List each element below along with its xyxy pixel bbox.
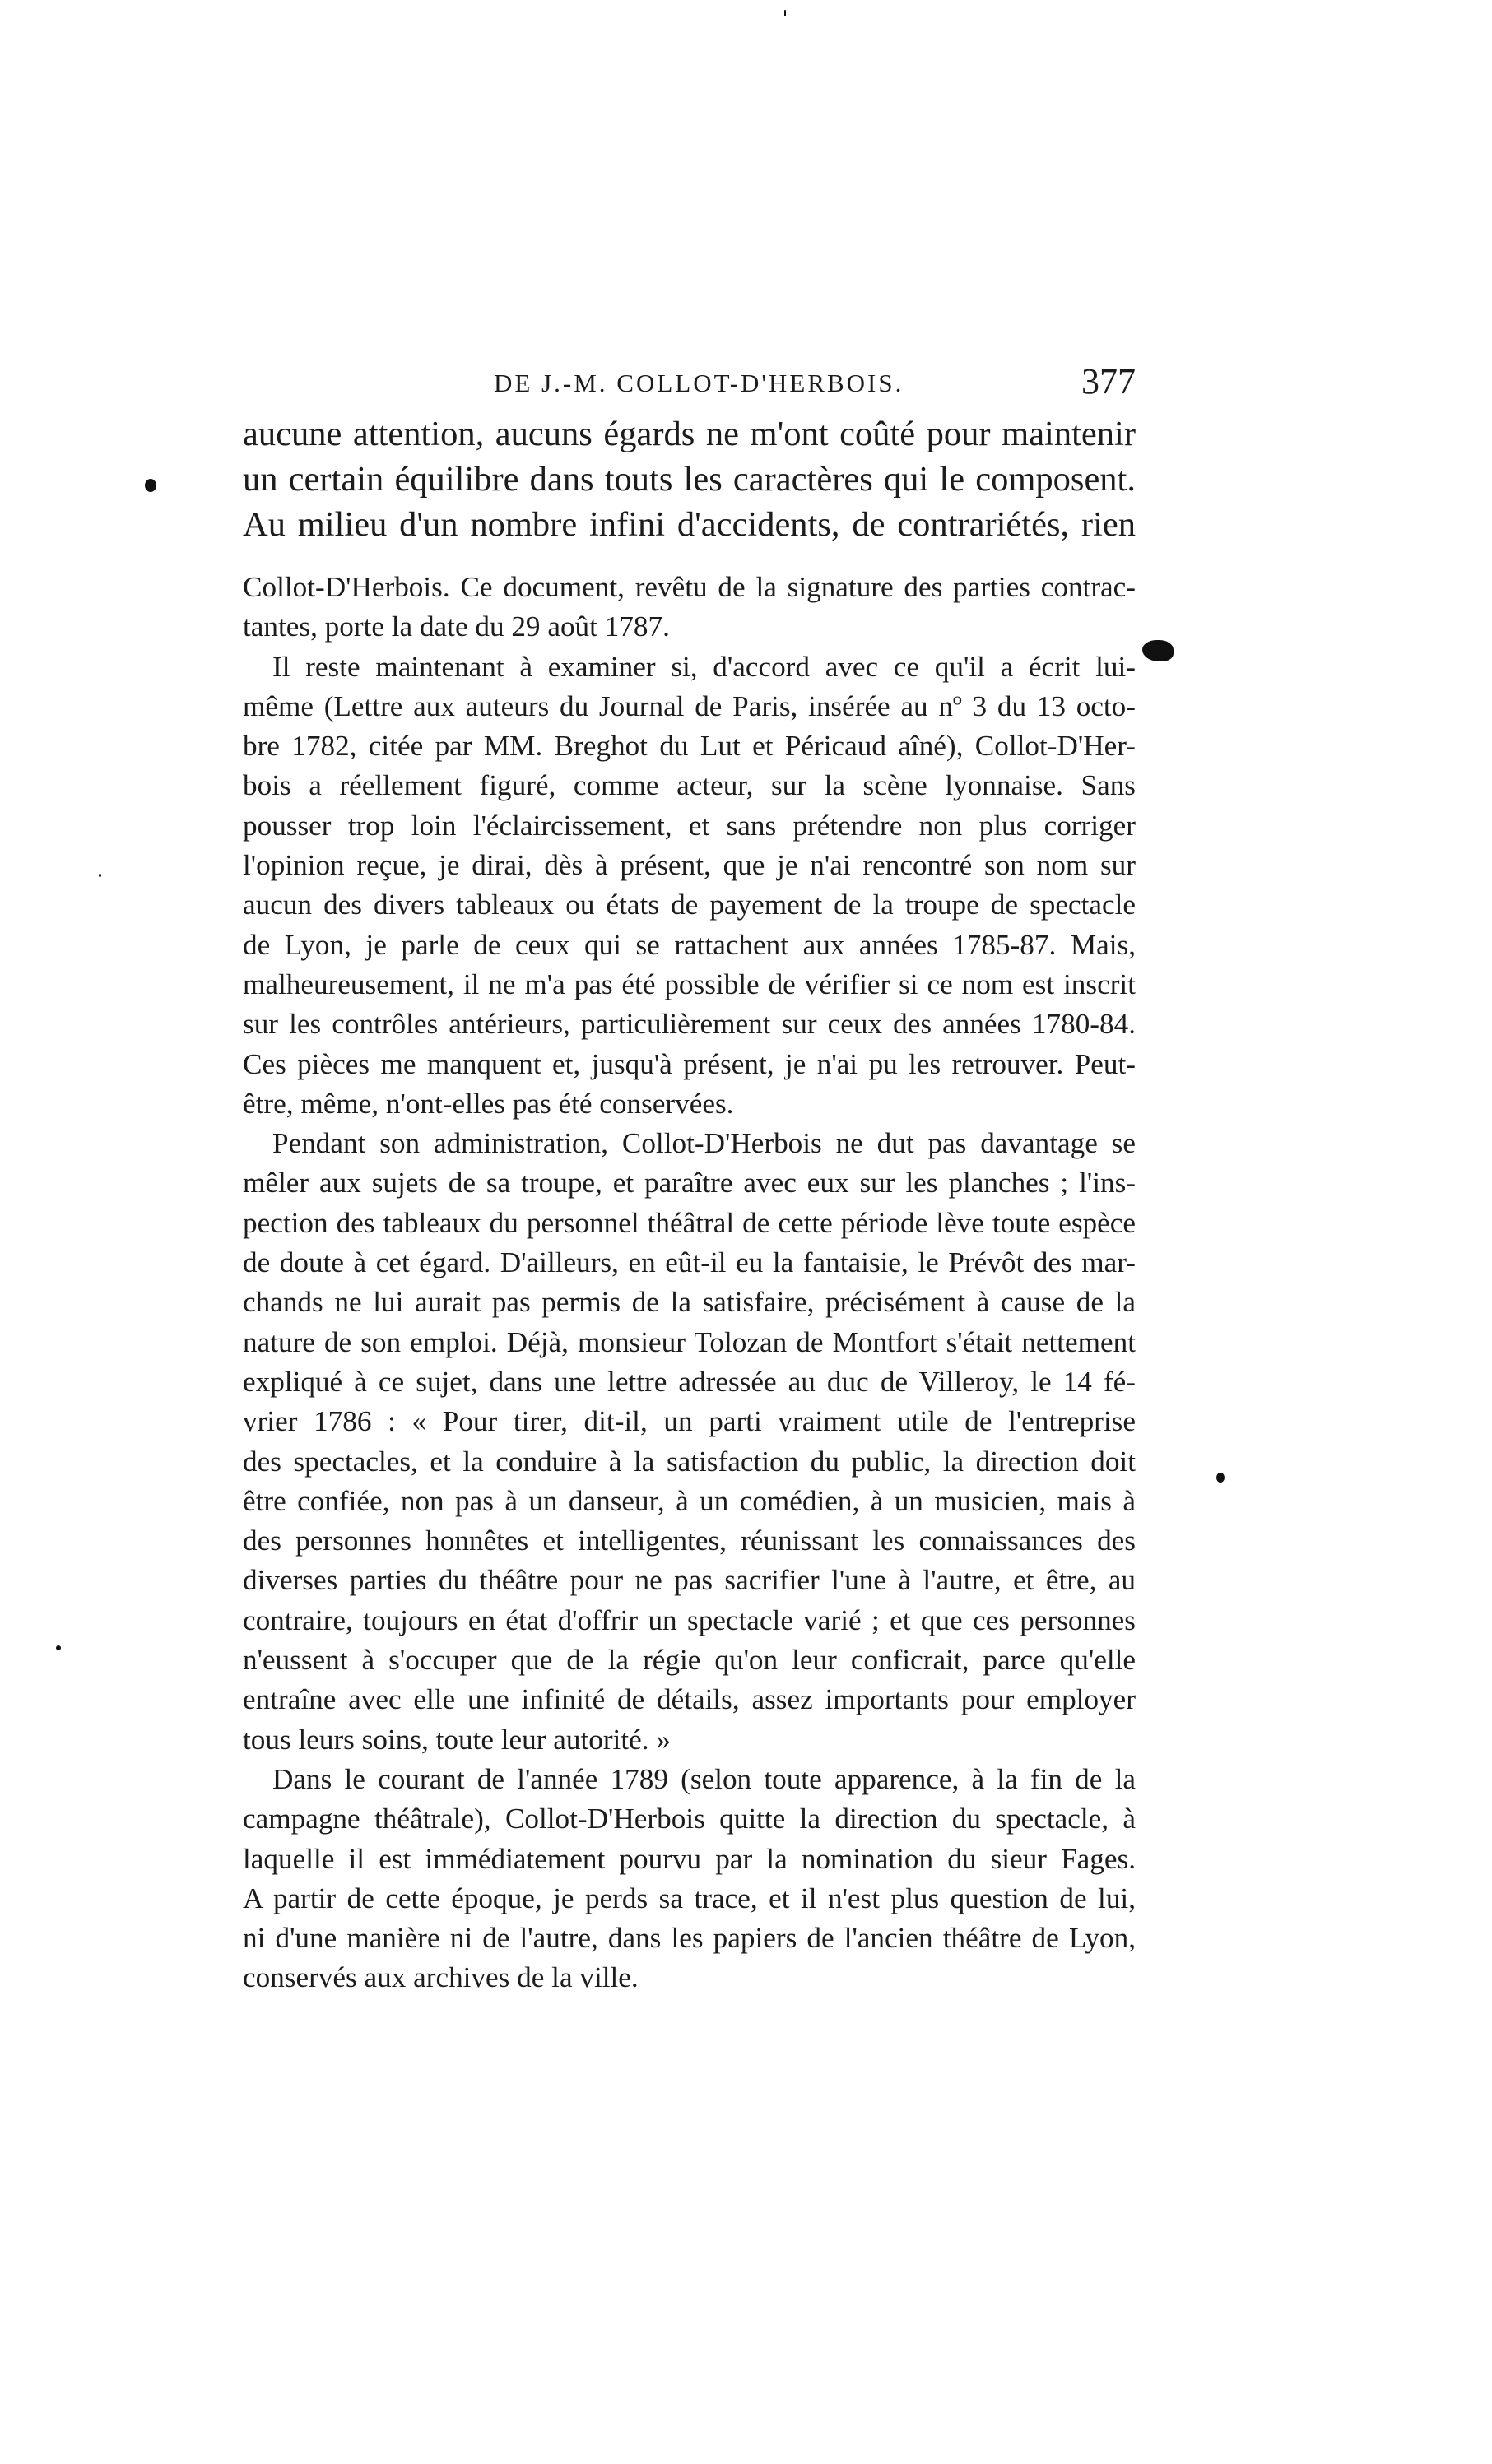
note-line: des spectacles, et la conduire à la satisfaction du public, la direction doit [243,1445,1136,1478]
note-line: pection des tableaux du personnel théâtral de cette période lève toute espèce [243,1206,1136,1239]
text-line: un certain équilibre dans touts les caractères qui le composent. [243,460,1136,499]
running-title: DE J.-M. COLLOT-D'HERBOIS. [494,369,904,397]
main-text [243,411,1136,547]
note-line: même (Lettre aux auteurs du Journal de Paris, insérée au nº 3 du 13 octo- [243,689,1136,722]
note-line: diverses parties du théâtre pour ne pas sacrifier l'une à l'autre, et être, au [243,1564,1136,1597]
note-line: contraire, toujours en état d'offrir un spectacle varié ; et que ces personnes [243,1603,1136,1636]
ink-speck [145,479,156,492]
note-line: bois a réellement figuré, comme acteur, sur la scène lyonnaise. Sans [243,769,1136,802]
note-line: l'opinion reçue, je dirai, dès à présent, que je n'ai rencontré son nom sur [243,849,1136,882]
note-line: nature de son emploi. Déjà, monsieur Tolozan de Montfort s'était nettement [243,1325,1136,1358]
text-line: aucune attention, aucuns égards ne m'ont coûté pour maintenir [243,415,1136,453]
note-line: de Lyon, je parle de ceux qui se rattachent aux années 1785-87. Mais, [243,928,1136,961]
note-line: campagne théâtrale), Collot-D'Herbois quitte la direction du spectacle, à [243,1803,1136,1835]
note-line: des personnes honnêtes et intelligentes, réunissant les connaissances des [243,1524,1136,1557]
note-line: Collot-D'Herbois. Ce document, revêtu de la signature des parties contrac- [243,571,1136,603]
note-line: Pendant son administration, Collot-D'Herbois ne dut pas davantage se [272,1127,1136,1160]
note-line: conservés aux archives de la ville. [243,1961,639,1994]
note-paragraph [243,1760,1136,1998]
notes [243,568,1136,1998]
note-line: chands ne lui aurait pas permis de la satisfaire, précisément à cause de la [243,1286,1136,1319]
note-line: tantes, porte la date du 29 août 1787. [243,610,670,643]
running-head [243,360,1136,410]
note-paragraph [243,568,1136,647]
note-line: de doute à cet égard. D'ailleurs, en eût-il eu la fantaisie, le Prévôt des mar- [243,1246,1136,1279]
note-line: expliqué à ce sujet, dans une lettre adressée au duc de Villeroy, le 14 fé- [243,1365,1136,1398]
note-line: être, même, n'ont-elles pas été conservées. [243,1087,734,1120]
note-line: laquelle il est immédiatement pourvu par la nomination du sieur Fages. [243,1842,1136,1875]
page-number: 377 [1081,361,1136,401]
note-paragraph [243,647,1136,1125]
note-line: ni d'une manière ni de l'autre, dans les papiers de l'ancien théâtre de Lyon, [243,1922,1136,1955]
note-line: aucun des divers tableaux ou états de payement de la troupe de spectacle [243,889,1136,921]
note-line: Ces pièces me manquent et, jusqu'à présent, je n'ai pu les retrouver. Peut- [243,1047,1136,1080]
note-line: sur les contrôles antérieurs, particulièrement sur ceux des années 1780-84. [243,1008,1136,1041]
note-line: Il reste maintenant à examiner si, d'accord avec ce qu'il a écrit lui- [272,650,1136,683]
note-line: mêler aux sujets de sa troupe, et paraître avec eux sur les planches ; l'ins- [243,1167,1136,1200]
note-paragraph [243,1124,1136,1760]
note-line: malheureusement, il ne m'a pas été possible de vérifier si ce nom est inscrit [243,968,1136,1000]
note-line: vrier 1786 : « Pour tirer, dit-il, un parti vraiment utile de l'entreprise [243,1405,1136,1438]
ink-speck [784,10,786,16]
note-line: pousser trop loin l'éclaircissement, et sans prétendre non plus corriger [243,809,1136,842]
ink-speck [56,1645,61,1650]
ink-speck [99,874,101,877]
note-line: tous leurs soins, toute leur autorité. » [243,1723,671,1756]
ink-blot [1142,640,1174,661]
note-line: A partir de cette époque, je perds sa trace, et il n'est plus question de lui, [243,1882,1136,1914]
note-line: Dans le courant de l'année 1789 (selon toute apparence, à la fin de la [272,1762,1136,1795]
note-line: être confiée, non pas à un danseur, à un comédien, à un musicien, mais à [243,1484,1136,1517]
note-line: entraîne avec elle une infinité de détails, assez importants pour employer [243,1683,1136,1716]
ink-speck [1216,1473,1225,1483]
text-line: Au milieu d'un nombre infini d'accidents, de contrariétés, rien [243,505,1136,544]
note-line: bre 1782, citée par MM. Breghot du Lut et Péricaud aîné), Collot-D'Her- [243,730,1136,763]
note-line: n'eussent à s'occuper que de la régie qu'on leur conficrait, parce qu'elle [243,1644,1136,1677]
